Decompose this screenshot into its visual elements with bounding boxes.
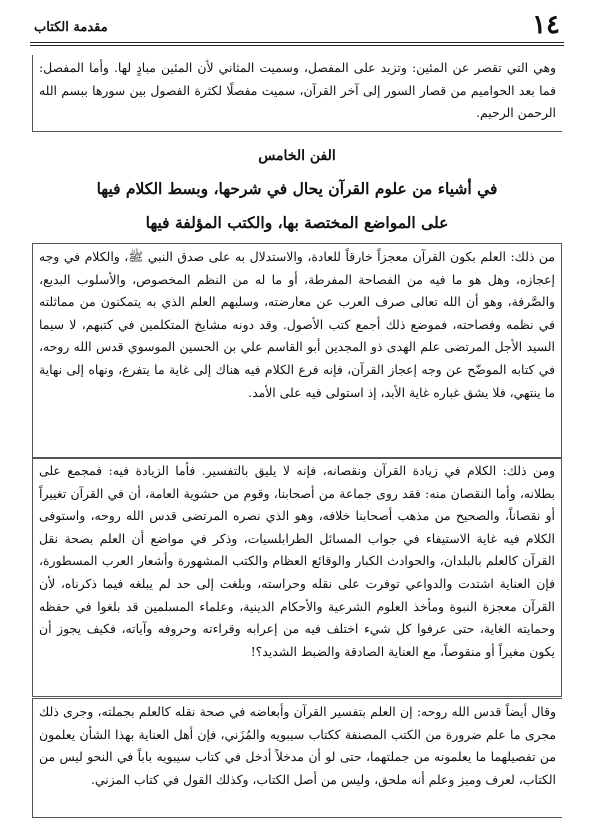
intro-paragraph: وهي التي تقصر عن المئين: وتزيد على المفصل، وسميت المثاني لأن المئين مبادٍ لها. وأما المفصل: فما بعد الحواميم من قصار السور إلى آخر القرآن، سميت مفصلًا لكثرة الفصول بين سورها ببسم الله الرحمن الرحيم. <box>39 60 556 121</box>
section-title-line-1: في أشياء من علوم القرآن يحال في شرحها، وبسط الكلام فيها <box>96 179 498 198</box>
paragraph-box-2 <box>32 457 562 697</box>
section-title <box>32 172 562 240</box>
page-number: ١٤ <box>532 10 560 40</box>
page-header <box>30 12 564 40</box>
section-heading: الفن الخامس <box>258 148 336 164</box>
body-paragraph: من ذلك: العلم بكون القرآن معجزاً خارقاً للعادة، والاستدلال به على صدق النبي ﷺ، والكلام في وجه إعجازه، وهل هو ما فيه من الفصاحة المفرطة، أو ما له من النظم المخصوص، والأسلوب البديع، والصَّرفة، وهو أن الله تعالى صرف العرب عن معارضته، وسلبهم العلم الذي به يتمكنون من مماثلته في نظمه وفصاحته، فموضع ذلك أجمع كتب الأصول. وقد دونه مشايخ المتكلمين في كتبهم، لا سيما السيد الأجل المرتضى علم الهدى ذو المجدين أبو القاسم علي بن الحسين الموسوي قدس الله روحه، في كتابه الموضّح عن وجه إعجاز القرآن، فإنه فرع الكلام فيه هناك إلى غاية ما يتفرع، ونهاه إلى نهاية ما ينتهي، فلا يشق غباره غاية الأبد، إذ استولى فيه على الأمد. <box>39 249 555 400</box>
body-paragraph: وقال أيضاً قدس الله روحه: إن العلم بتفسير القرآن وأبعاضه في صحة نقله كالعلم بجملته، وجرى ذلك مجرى ما علم ضرورة من الكتب المصنفة ككتاب سيبويه والمُزَني، فإن أهل العناية بهذا الشأن يعلمون من تفصيلهما ما يعلمونه من جملتهما، حتى لو أن مدخلاً أدخل في كتاب سيبويه باباً في النحو ليس من الكتاب، لعرف وميز وعلم أنه ملحق، وليس من أصل الكتاب، وكذلك القول في كتاب المزني. <box>39 704 556 787</box>
intro-paragraph-box <box>32 55 562 132</box>
header-rule <box>30 42 564 46</box>
paragraph-box-3 <box>32 698 562 818</box>
paragraph-box-1 <box>32 243 562 459</box>
section-title-line-2: على المواضع المختصة بها، والكتب المؤلفة فيها <box>145 213 449 232</box>
body-paragraph: ومن ذلك: الكلام في زيادة القرآن ونقصانه، فإنه لا يليق بالتفسير. فأما الزيادة فيه: فمجمع على بطلانه، وأما النقصان منه: فقد روى جماعة من أصحابنا، وقوم من حشوية العامة، أن في القرآن تغييراً أو نقصاناً، والصحيح من مذهب أصحابنا خلافه، وهو الذي نصره المرتضى قدس الله روحه، واستوفى الكلام فيه غاية الاستيفاء في جواب المسائل الطرابلسيات، وذكر في مواضع أن العلم بصحة نقل القرآن كالعلم بالبلدان، والحوادث الكبار والوقائع العظام والكتب المشهورة وأشعار العرب المسطورة، فإن العناية اشتدت والدواعي توفرت على نقله وحراسته، وبلغت إلى حد لم يبلغه فيما ذكرناه، لأن القرآن معجزة النبوة ومأخذ العلوم الشرعية والأحكام الدينية، وعلماء المسلمين قد بلغوا في حفظه وحمايته الغاية، حتى عرفوا كل شيء اختلف فيه من إعرابه وقراءته وحروفه وآياته، فكيف يجوز أن يكون مغيراً أو منقوصاً، مع العناية الصادقة والضبط الشديد؟! <box>39 463 555 659</box>
chapter-title: مقدمة الكتاب <box>34 20 108 35</box>
